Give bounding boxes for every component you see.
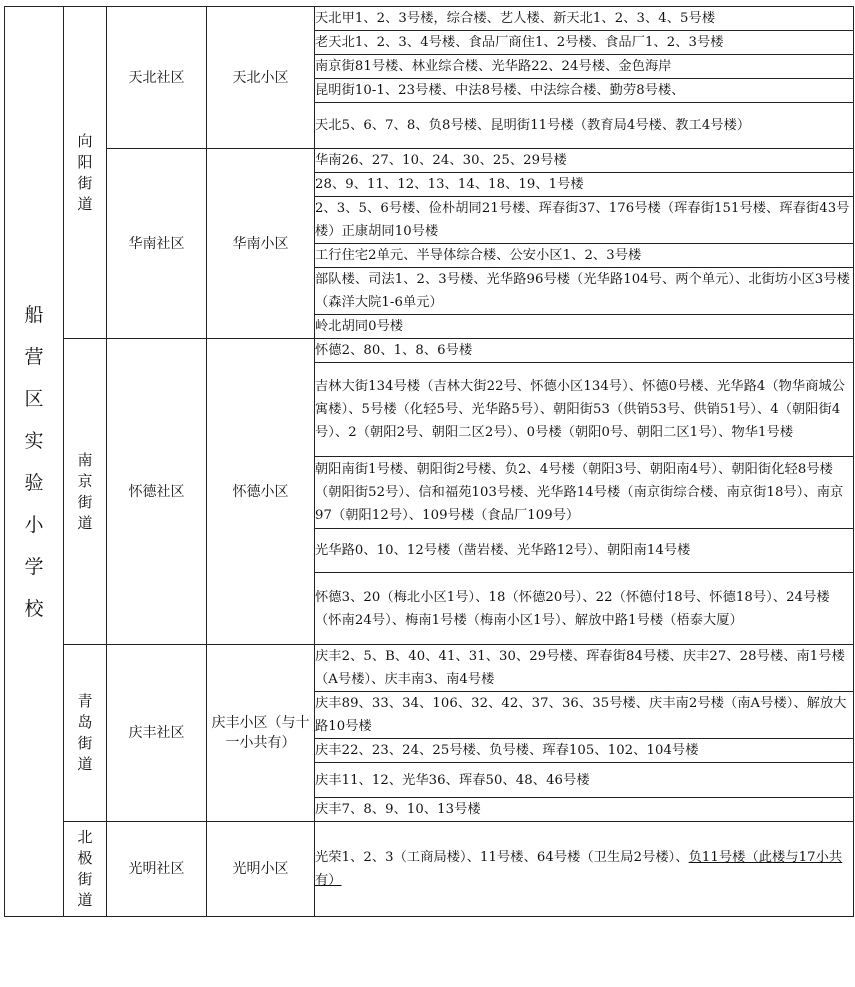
address-cell bbox=[315, 763, 854, 798]
school-name-char: 营 bbox=[24, 345, 44, 368]
address-text: 2、3、5、6号楼、俭朴胡同21号楼、珲春街37、176号楼（珲春街151号楼、珲春街43号楼）正康胡同10号楼 bbox=[315, 201, 850, 239]
address-text: 南京街81号楼、林业综合楼、光华路22、24号楼、金色海岸 bbox=[315, 59, 672, 74]
community-cell bbox=[107, 7, 207, 149]
community-name: 光明社区 bbox=[128, 861, 185, 877]
school-name-char: 船 bbox=[24, 303, 44, 326]
address-cell bbox=[315, 149, 854, 173]
address-cell bbox=[315, 7, 854, 31]
table-row bbox=[5, 149, 854, 173]
street-name-char: 街 bbox=[77, 492, 93, 511]
street-cell bbox=[64, 339, 107, 645]
address-cell bbox=[315, 645, 854, 692]
address-cell bbox=[315, 692, 854, 739]
shared-building-note: 负11号楼（此楼与17小共有） bbox=[315, 850, 843, 888]
street-name-char: 北 bbox=[77, 828, 93, 846]
address-text: 岭北胡同0号楼 bbox=[315, 319, 404, 334]
address-cell bbox=[315, 339, 854, 363]
address-text: 庆丰89、33、34、106、32、42、37、36、35号楼、庆丰南2号楼（南A号楼）、解放大路10号楼 bbox=[315, 696, 847, 734]
street-name bbox=[64, 691, 106, 775]
street-name-char: 向 bbox=[77, 131, 93, 150]
community-cell bbox=[107, 339, 207, 645]
address-cell bbox=[315, 173, 854, 197]
community-name: 华南社区 bbox=[128, 235, 185, 252]
address-cell bbox=[315, 103, 854, 149]
address-text: 部队楼、司法1、2、3号楼、光华路96号楼（光华路104号、两个单元）、北街坊小区3号楼（森洋大院1-6单元） bbox=[315, 272, 850, 310]
district-name: 华南小区 bbox=[232, 235, 289, 252]
address-text: 光荣1、2、3（工商局楼）、11号楼、64号楼（卫生局2号楼）、负11号楼（此楼与17小共有） bbox=[315, 850, 843, 888]
address-text: 光华路0、10、12号楼（凿岩楼、光华路12号）、朝阳南14号楼 bbox=[315, 543, 691, 558]
address-text: 庆丰22、23、24、25号楼、负号楼、珲春105、102、104号楼 bbox=[315, 743, 699, 758]
address-cell bbox=[315, 363, 854, 457]
street-name-char: 青 bbox=[77, 692, 93, 710]
address-cell bbox=[315, 55, 854, 79]
address-text: 天北甲1、2、3号楼，综合楼、艺人楼、新天北1、2、3、4、5号楼 bbox=[315, 11, 716, 26]
street-name bbox=[64, 827, 106, 911]
address-text: 昆明街10-1、23号楼、中法8号楼、中法综合楼、勤劳8号楼、 bbox=[315, 83, 685, 98]
address-cell bbox=[315, 315, 854, 339]
address-text: 庆丰11、12、光华36、珲春50、48、46号楼 bbox=[315, 772, 590, 788]
street-name-char: 道 bbox=[77, 194, 93, 213]
district-cell bbox=[207, 645, 315, 822]
school-cell bbox=[5, 7, 64, 917]
district-cell bbox=[207, 822, 315, 917]
school-name-char: 校 bbox=[24, 597, 44, 620]
community-name: 庆丰社区 bbox=[128, 725, 185, 741]
school-name-char: 小 bbox=[24, 513, 44, 536]
address-cell bbox=[315, 798, 854, 822]
street-name-char: 岛 bbox=[77, 713, 93, 731]
street-name-char: 道 bbox=[77, 513, 93, 532]
address-text: 怀德3、20（梅北小区1号）、18（怀德20号）、22（怀德付18号、怀德18号）、24号楼（怀南24号）、梅南1号楼（梅南小区1号）、解放中路1号楼（梧泰大厦） bbox=[315, 589, 830, 628]
street-name-char: 道 bbox=[77, 891, 93, 909]
street-cell bbox=[64, 7, 107, 339]
address-text: 工行住宅2单元、半导体综合楼、公安小区1、2、3号楼 bbox=[315, 248, 642, 263]
community-cell bbox=[107, 822, 207, 917]
district-cell bbox=[207, 339, 315, 645]
table-row bbox=[5, 645, 854, 692]
address-text: 华南26、27、10、24、30、25、29号楼 bbox=[315, 153, 567, 168]
table-row bbox=[5, 822, 854, 917]
address-text: 庆丰2、5、B、40、41、31、30、29号楼、珲春街84号楼、庆丰27、28号楼、南1号楼（A号楼）、庆丰南3、南4号楼 bbox=[315, 649, 845, 687]
address-text: 28、9、11、12、13、14、18、19、1号楼 bbox=[315, 177, 584, 192]
address-cell bbox=[315, 739, 854, 763]
address-cell bbox=[315, 244, 854, 268]
address-cell bbox=[315, 822, 854, 917]
community-name: 怀德社区 bbox=[128, 483, 185, 500]
community-name: 天北社区 bbox=[128, 69, 185, 86]
address-text: 朝阳南街1号楼、朝阳街2号楼、负2、4号楼（朝阳3号、朝阳南4号）、朝阳街化轻8号楼（朝阳街52号）、信和福苑103号楼、光华路14号楼（南京街综合楼、南京街18号）、南京97（朝阳12号）、109号楼（食品厂109号） bbox=[315, 462, 844, 523]
address-cell bbox=[315, 197, 854, 244]
district-name: 光明小区 bbox=[232, 861, 289, 877]
address-text: 庆丰7、8、9、10、13号楼 bbox=[315, 802, 481, 817]
street-name-char: 京 bbox=[77, 471, 93, 490]
community-cell bbox=[107, 149, 207, 339]
school-name bbox=[5, 294, 63, 630]
street-name bbox=[64, 450, 106, 534]
district-table bbox=[4, 6, 854, 917]
district-name: 天北小区 bbox=[232, 69, 289, 86]
district-name: 庆丰小区（与十一小共有） bbox=[211, 715, 310, 751]
table-row bbox=[5, 339, 854, 363]
address-cell bbox=[315, 529, 854, 573]
address-cell bbox=[315, 573, 854, 645]
school-name-char: 验 bbox=[24, 471, 44, 494]
street-name-char: 街 bbox=[77, 173, 93, 192]
street-name-char: 极 bbox=[77, 849, 93, 867]
district-cell bbox=[207, 149, 315, 339]
address-cell bbox=[315, 268, 854, 315]
address-text: 怀德2、80、1、8、6号楼 bbox=[315, 343, 473, 358]
school-name-char: 学 bbox=[24, 555, 44, 578]
address-cell bbox=[315, 79, 854, 103]
community-cell bbox=[107, 645, 207, 822]
street-cell bbox=[64, 822, 107, 917]
address-cell bbox=[315, 457, 854, 529]
address-text: 老天北1、2、3、4号楼、食品厂商住1、2号楼、食品厂1、2、3号楼 bbox=[315, 35, 724, 50]
district-cell bbox=[207, 7, 315, 149]
street-name-char: 南 bbox=[77, 450, 93, 469]
street-name-char: 阳 bbox=[77, 152, 93, 171]
school-name-char: 区 bbox=[24, 387, 44, 410]
street-name bbox=[64, 131, 106, 215]
street-name-char: 街 bbox=[77, 734, 93, 752]
street-cell bbox=[64, 645, 107, 822]
address-text: 吉林大街134号楼（吉林大街22号、怀德小区134号）、怀德0号楼、光华路4（物华商城公寓楼）、5号楼（化轻5号、光华路5号）、朝阳街53（供销53号、供销51号）、4（朝阳街4号）、2（朝阳2号、朝阳二区2号）、0号楼（朝阳0号、朝阳二区1号）、物华1号楼 bbox=[315, 379, 846, 440]
address-text: 天北5、6、7、8、负8号楼、昆明街11号楼（教育局4号楼、教工4号楼） bbox=[315, 118, 751, 133]
street-name-char: 街 bbox=[77, 870, 93, 888]
district-name: 怀德小区 bbox=[232, 483, 289, 500]
school-name-char: 实 bbox=[24, 429, 44, 452]
table-row bbox=[5, 7, 854, 31]
street-name-char: 道 bbox=[77, 755, 93, 773]
address-cell bbox=[315, 31, 854, 55]
